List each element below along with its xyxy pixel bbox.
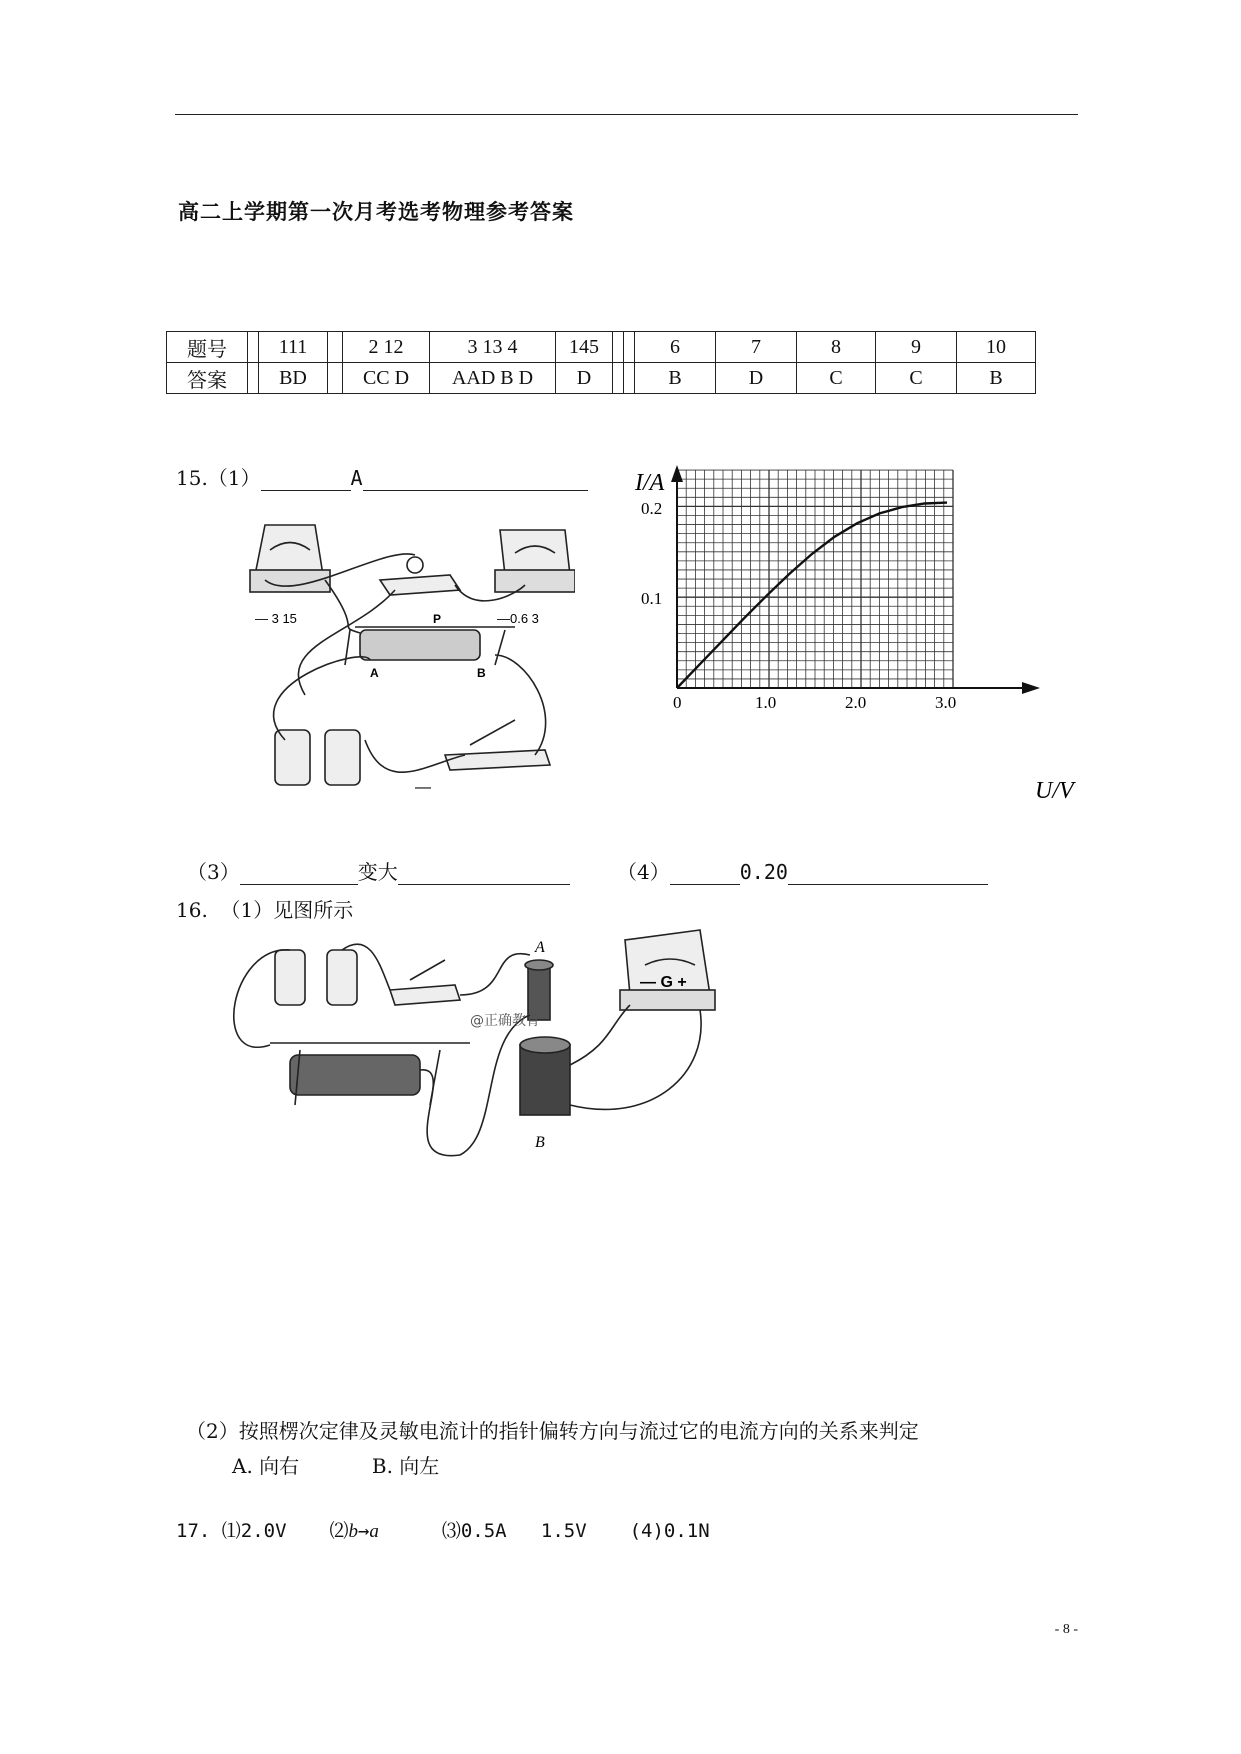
coil-b-label: B <box>535 1134 545 1151</box>
page-number: - 8 - <box>1054 1622 1078 1637</box>
q16-answer-a: A. 向右 <box>232 1454 300 1478</box>
header-rule <box>175 114 1078 115</box>
table-cell: 145 <box>556 332 613 363</box>
voltmeter-scale: — 3 15 <box>255 611 297 626</box>
iu-chart <box>620 460 1100 810</box>
chart-ylabel: I/A <box>635 470 665 496</box>
q15-part3-answer: 变大 <box>357 860 398 884</box>
x-tick-label: 2.0 <box>845 693 867 712</box>
x-tick-label: 0 <box>673 693 682 712</box>
q15-part3: （3） 变大 <box>187 856 570 885</box>
coil-a-label: A <box>535 939 545 956</box>
table-cell: C <box>797 363 876 394</box>
chart-grid <box>677 470 953 688</box>
q16-part2: （2）按照楞次定律及灵敏电流计的指针偏转方向与流过它的电流方向的关系来判定 <box>186 1419 919 1443</box>
row-label: 答案 <box>167 363 248 394</box>
table-cell: B <box>635 363 716 394</box>
table-cell: 2 12 <box>343 332 430 363</box>
answer-table <box>166 331 1036 394</box>
table-cell: B <box>957 363 1036 394</box>
q15-part1: 15.（1） A <box>176 462 588 491</box>
watermark: @正确教育 <box>470 1013 540 1029</box>
table-cell: 9 <box>876 332 957 363</box>
ammeter-scale: —0.6 3 <box>497 611 539 626</box>
q15-part4-answer: 0.20 <box>739 860 788 884</box>
q17-line: 17. ⑴2.0V ⑵b→a ⑶0.5A 1.5V (4)0.1N <box>176 1520 710 1542</box>
x-tick-label: 3.0 <box>935 693 957 712</box>
chart-series <box>677 503 947 688</box>
end-b-label: B <box>477 666 486 680</box>
q15-part1-answer: A <box>350 466 363 490</box>
table-cell: D <box>716 363 797 394</box>
q15-circuit-figure <box>245 515 575 795</box>
table-cell: BD <box>259 363 328 394</box>
table-cell: CC D <box>343 363 430 394</box>
slider-label: P <box>433 612 442 626</box>
table-row-answers <box>167 363 1036 394</box>
series-line <box>677 503 947 688</box>
table-cell: 6 <box>635 332 716 363</box>
table-cell: C <box>876 363 957 394</box>
table-cell: AAD B D <box>430 363 556 394</box>
q16-answers <box>232 1450 439 1479</box>
figure-dash: — <box>415 779 431 795</box>
x-axis-arrow <box>1022 682 1040 694</box>
q16-circuit-figure <box>230 925 730 1175</box>
table-cell: 3 13 4 <box>430 332 556 363</box>
end-a-label: A <box>370 666 379 680</box>
galvanometer-label: — G + <box>640 974 687 991</box>
y-tick-label: 0.2 <box>641 499 663 518</box>
table-cell: D <box>556 363 613 394</box>
page-title: 高二上学期第一次月考选考物理参考答案 <box>178 200 574 224</box>
q15-part4: （4） 0.20 <box>617 856 988 885</box>
chart-axes <box>671 465 1040 694</box>
q16-part1: 16. （1）见图所示 <box>176 898 354 922</box>
y-tick-label: 0.1 <box>641 589 663 608</box>
row-label: 题号 <box>167 332 248 363</box>
y-axis-arrow <box>671 465 683 482</box>
q16-answer-b: B. 向左 <box>371 1454 440 1478</box>
table-cell: 111 <box>259 332 328 363</box>
table-cell: 10 <box>957 332 1036 363</box>
table-cell: 7 <box>716 332 797 363</box>
table-row-numbers <box>167 332 1036 363</box>
chart-xlabel: U/V <box>1035 778 1074 804</box>
x-tick-label: 1.0 <box>755 693 777 712</box>
chart-ticks <box>641 499 956 712</box>
table-cell: 8 <box>797 332 876 363</box>
